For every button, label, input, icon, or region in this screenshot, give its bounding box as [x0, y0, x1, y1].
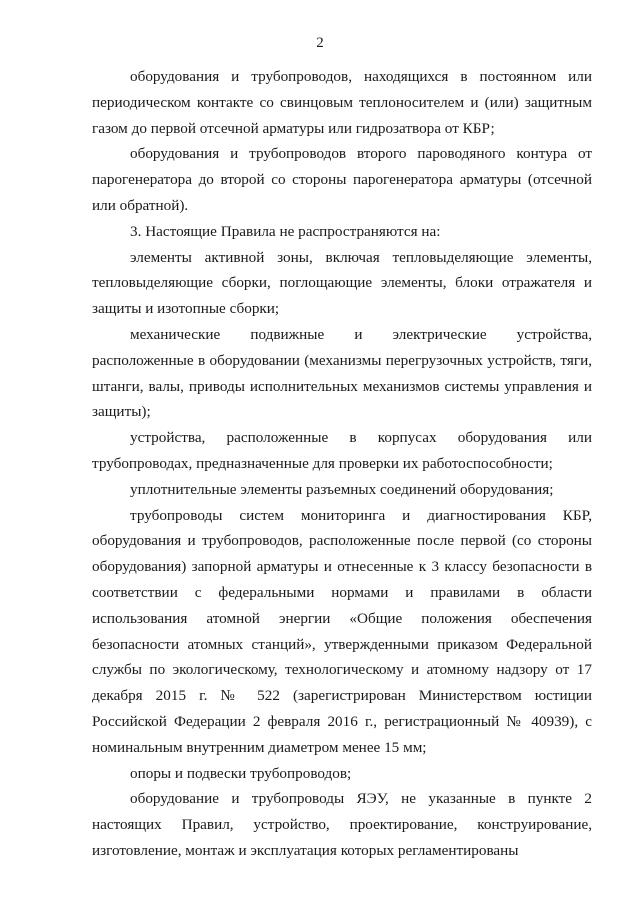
- body-text: [92, 64, 592, 864]
- paragraph-3-heading: 3. Настоящие Правила не распространяются на:: [130, 222, 441, 240]
- paragraph-7: уплотнительные элементы разъемных соединений оборудования;: [130, 480, 554, 498]
- paragraph-9: опоры и подвески трубопроводов;: [130, 764, 352, 782]
- page-number: 2: [316, 35, 324, 51]
- paragraph-1: оборудования и трубопроводов, находящихся в постоянном или периодическом контакте со свинцовым теплоносителем и (или) защитным газом до первой отсечной арматуры или гидрозатвора от КБР;: [92, 68, 592, 137]
- paragraph-8: трубопроводы систем мониторинга и диагностирования КБР, оборудования и трубопроводов, расположенные после первой (со стороны оборудования) запорной арматуры и отнесенные к 3 классу безопасности в соответствии с федеральными нормами и правилами в области использования атомной энергии «Общие положения обеспечения безопасности атомных станций», утвержденными приказом Федеральной службы по экологическому, технологическому и атомному надзору от 17 декабря 2015 г. № 522 (зарегистрирован Министерством юстиции Российской Федерации 2 февраля 2016 г., регистрационный № 40939), с номинальным внутренним диаметром менее 15 мм;: [92, 506, 592, 756]
- paragraph-4: элементы активной зоны, включая тепловыделяющие элементы, тепловыделяющие сборки, поглощающие элементы, блоки отражателя и защиты и изотопные сборки;: [92, 248, 592, 318]
- paragraph-10: оборудование и трубопроводы ЯЭУ, не указанные в пункте 2 настоящих Правил, устройство, проектирование, конструирование, изготовление, монтаж и эксплуатация которых регламентированы: [92, 790, 592, 859]
- paragraph-2: оборудования и трубопроводов второго пароводяного контура от парогенератора до второй со стороны парогенератора арматуры (отсечной или обратной).: [92, 145, 592, 214]
- paragraph-6: устройства, расположенные в корпусах оборудования или трубопроводах, предназначенные для проверки их работоспособности;: [92, 429, 592, 472]
- paragraph-5: механические подвижные и электрические устройства, расположенные в оборудовании (механизмы перегрузочных устройств, тяги, штанги, валы, приводы исполнительных механизмов системы управления и защиты);: [92, 325, 592, 421]
